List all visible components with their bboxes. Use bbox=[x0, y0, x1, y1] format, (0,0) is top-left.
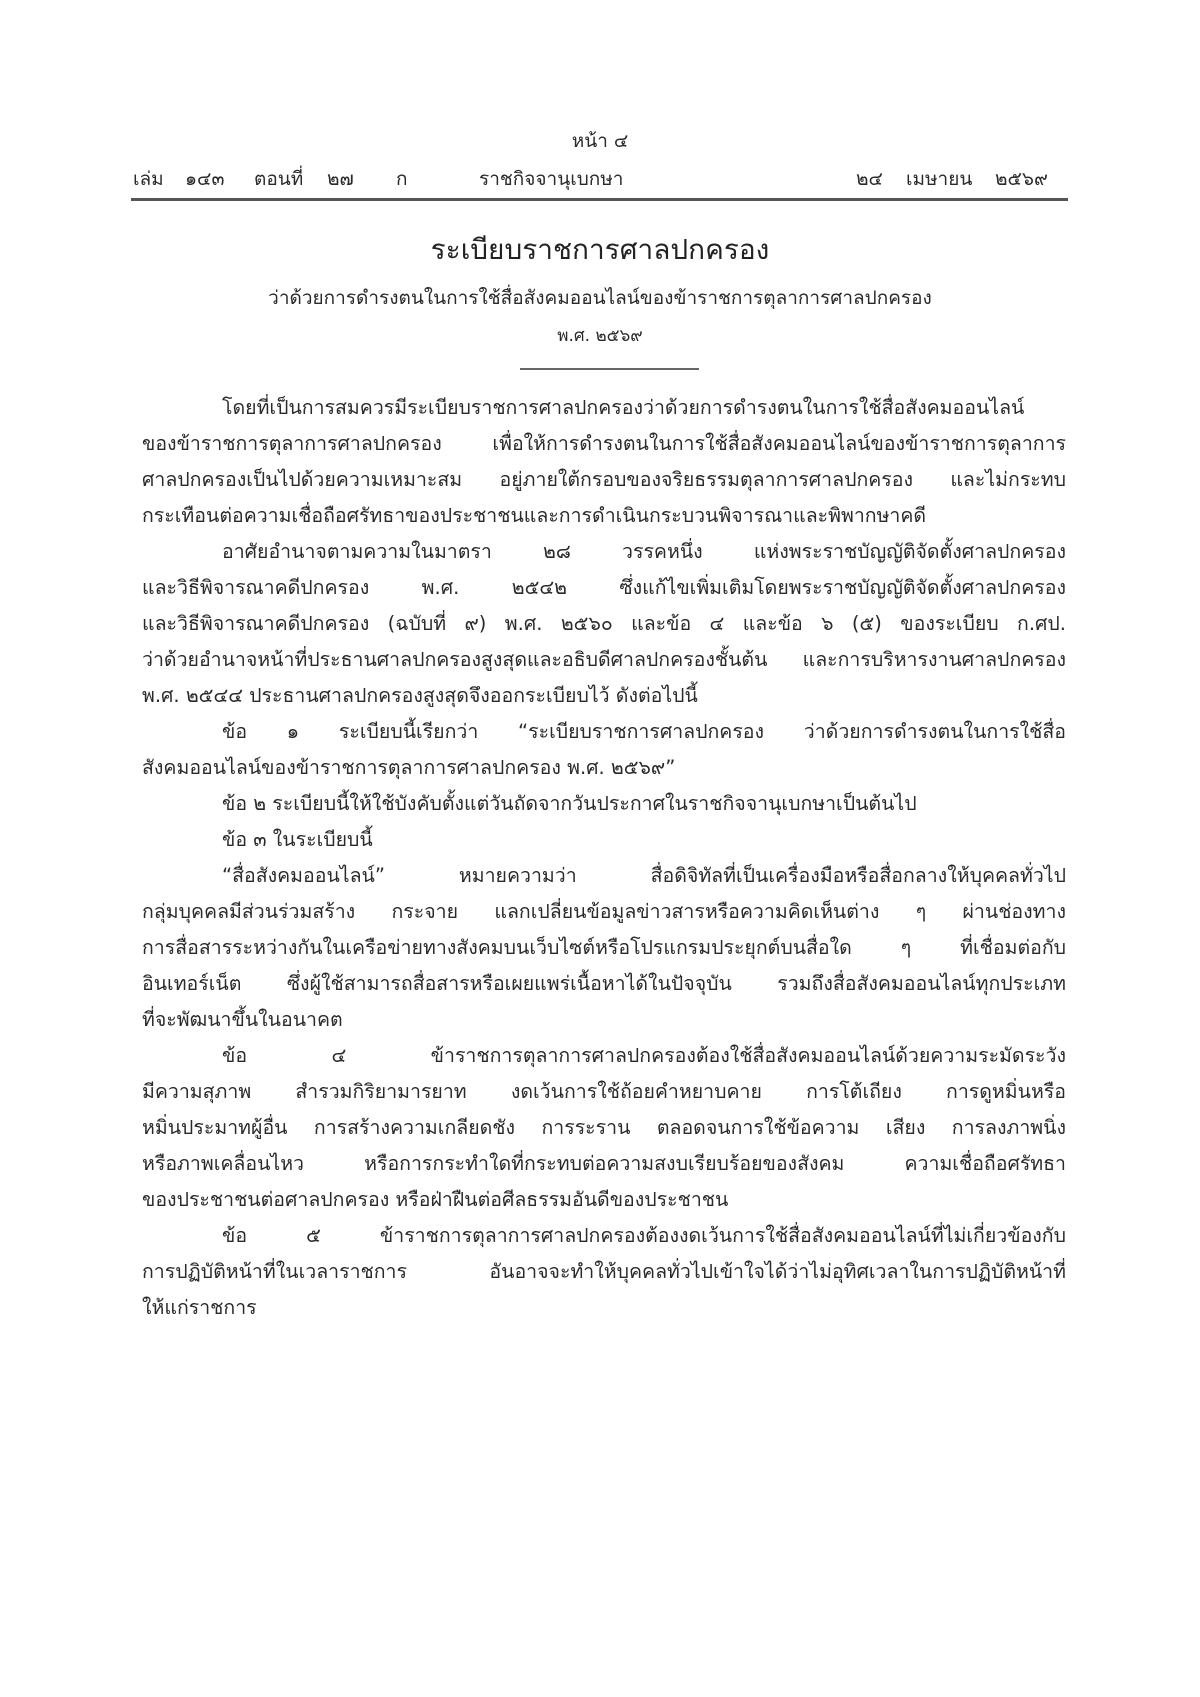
publication-name: ราชกิจจานุเบกษา bbox=[479, 168, 624, 190]
volume-number: ๑๔๓ bbox=[185, 168, 225, 190]
volume-label: เล่ม bbox=[133, 168, 164, 190]
date-day: ๒๔ bbox=[856, 168, 883, 190]
clause-4: ข้อ ๔ ข้าราชการตุลาการศาลปกครองต้องใช้สื่อสังคมออนไลน์ด้วยความระมัดระวัง bbox=[222, 1044, 1066, 1067]
body-line: ว่าด้วยอำนาจหน้าที่ประธานศาลปกครองสูงสุดและอธิบดีศาลปกครองชั้นต้น และการบริหารงานศาลปกครอง bbox=[142, 648, 1066, 671]
page-number: หน้า ๔ bbox=[571, 130, 629, 152]
body-line: ของประชาชนต่อศาลปกครอง หรือฝ่าฝืนต่อศีลธรรมอันดีของประชาชน bbox=[142, 1188, 729, 1211]
body-line: การสื่อสารระหว่างกันในเครือข่ายทางสังคมบนเว็บไซต์หรือโปรแกรมประยุกต์บนสื่อใด ๆ ที่เชื่อมต่อกับ bbox=[142, 936, 1066, 959]
clause-2: ข้อ ๒ ระเบียบนี้ให้ใช้บังคับตั้งแต่วันถัดจากวันประกาศในราชกิจจานุเบกษาเป็นต้นไป bbox=[222, 792, 917, 815]
clause-5: ข้อ ๕ ข้าราชการตุลาการศาลปกครองต้องงดเว้นการใช้สื่อสังคมออนไลน์ที่ไม่เกี่ยวข้องกับ bbox=[222, 1224, 1066, 1247]
body-line: มีความสุภาพ สำรวมกิริยามารยาท งดเว้นการใช้ถ้อยคำหยาบคาย การโต้เถียง การดูหมิ่นหรือ bbox=[142, 1080, 1066, 1103]
body-line: ที่จะพัฒนาขึ้นในอนาคต bbox=[142, 1008, 343, 1031]
document-year: พ.ศ. ๒๕๖๙ bbox=[557, 326, 643, 346]
body-line: โดยที่เป็นการสมควรมีระเบียบราชการศาลปกครองว่าด้วยการดำรงตนในการใช้สื่อสังคมออนไลน์ bbox=[222, 396, 1025, 419]
body-line: ศาลปกครองเป็นไปด้วยความเหมาะสม อยู่ภายใต้กรอบของจริยธรรมตุลาการศาลปกครอง และไม่กระทบ bbox=[142, 468, 1066, 491]
title-divider bbox=[520, 368, 699, 370]
body-line: การปฏิบัติหน้าที่ในเวลาราชการ อันอาจจะทำให้บุคคลทั่วไปเข้าใจได้ว่าไม่อุทิศเวลาในการปฏิบัติหน้าที่ bbox=[142, 1260, 1066, 1283]
clause-3: ข้อ ๓ ในระเบียบนี้ bbox=[222, 828, 373, 851]
document-title: ระเบียบราชการศาลปกครอง bbox=[430, 233, 770, 266]
body-line: กระเทือนต่อความเชื่อถือศรัทธาของประชาชนและการดำเนินกระบวนพิจารณาและพิพากษาคดี bbox=[142, 504, 927, 527]
issue-number: ๒๗ bbox=[327, 168, 354, 190]
body-line: หมิ่นประมาทผู้อื่น การสร้างความเกลียดชัง การระราน ตลอดจนการใช้ข้อความ เสียง การลงภาพนิ่ง bbox=[142, 1116, 1066, 1139]
date-month: เมษายน bbox=[906, 168, 973, 190]
section-letter: ก bbox=[396, 168, 408, 190]
body-line: ให้แก่ราชการ bbox=[142, 1296, 257, 1319]
body-line: อินเทอร์เน็ต ซึ่งผู้ใช้สามารถสื่อสารหรือเผยแพร่เนื้อหาได้ในปัจจุบัน รวมถึงสื่อสังคมออนไลน์ทุกประเภท bbox=[142, 972, 1066, 995]
body-line: อาศัยอำนาจตามความในมาตรา ๒๘ วรรคหนึ่ง แห่งพระราชบัญญัติจัดตั้งศาลปกครอง bbox=[222, 540, 1066, 563]
body-line: หรือภาพเคลื่อนไหว หรือการกระทำใดที่กระทบต่อความสงบเรียบร้อยของสังคม ความเชื่อถือศรัทธา bbox=[142, 1152, 1066, 1175]
body-line: พ.ศ. ๒๕๔๔ ประธานศาลปกครองสูงสุดจึงออกระเบียบไว้ ดังต่อไปนี้ bbox=[142, 684, 698, 707]
document-subtitle: ว่าด้วยการดำรงตนในการใช้สื่อสังคมออนไลน์ของข้าราชการตุลาการศาลปกครอง bbox=[268, 287, 932, 309]
body-line: ของข้าราชการตุลาการศาลปกครอง เพื่อให้การดำรงตนในการใช้สื่อสังคมออนไลน์ของข้าราชการตุลาการ bbox=[142, 432, 1066, 455]
clause-1: ข้อ ๑ ระเบียบนี้เรียกว่า “ระเบียบราชการศาลปกครอง ว่าด้วยการดำรงตนในการใช้สื่อ bbox=[222, 720, 1066, 743]
definition-line: “สื่อสังคมออนไลน์” หมายความว่า สื่อดิจิทัลที่เป็นเครื่องมือหรือสื่อกลางให้บุคคลทั่วไป bbox=[222, 864, 1066, 887]
header-divider bbox=[131, 198, 1068, 201]
issue-label: ตอนที่ bbox=[254, 168, 304, 190]
body-line: และวิธีพิจารณาคดีปกครอง พ.ศ. ๒๕๔๒ ซึ่งแก้ไขเพิ่มเติมโดยพระราชบัญญัติจัดตั้งศาลปกครอง bbox=[142, 576, 1066, 599]
date-year: ๒๕๖๙ bbox=[995, 168, 1048, 190]
body-line: สังคมออนไลน์ของข้าราชการตุลาการศาลปกครอง พ.ศ. ๒๕๖๙” bbox=[142, 756, 676, 779]
body-line: กลุ่มบุคคลมีส่วนร่วมสร้าง กระจาย แลกเปลี่ยนข้อมูลข่าวสารหรือความคิดเห็นต่าง ๆ ผ่านช่องทาง bbox=[142, 900, 1066, 923]
body-line: และวิธีพิจารณาคดีปกครอง (ฉบับที่ ๙) พ.ศ. ๒๕๖๐ และข้อ ๔ และข้อ ๖ (๕) ของระเบียบ ก.ศป. bbox=[142, 612, 1066, 635]
